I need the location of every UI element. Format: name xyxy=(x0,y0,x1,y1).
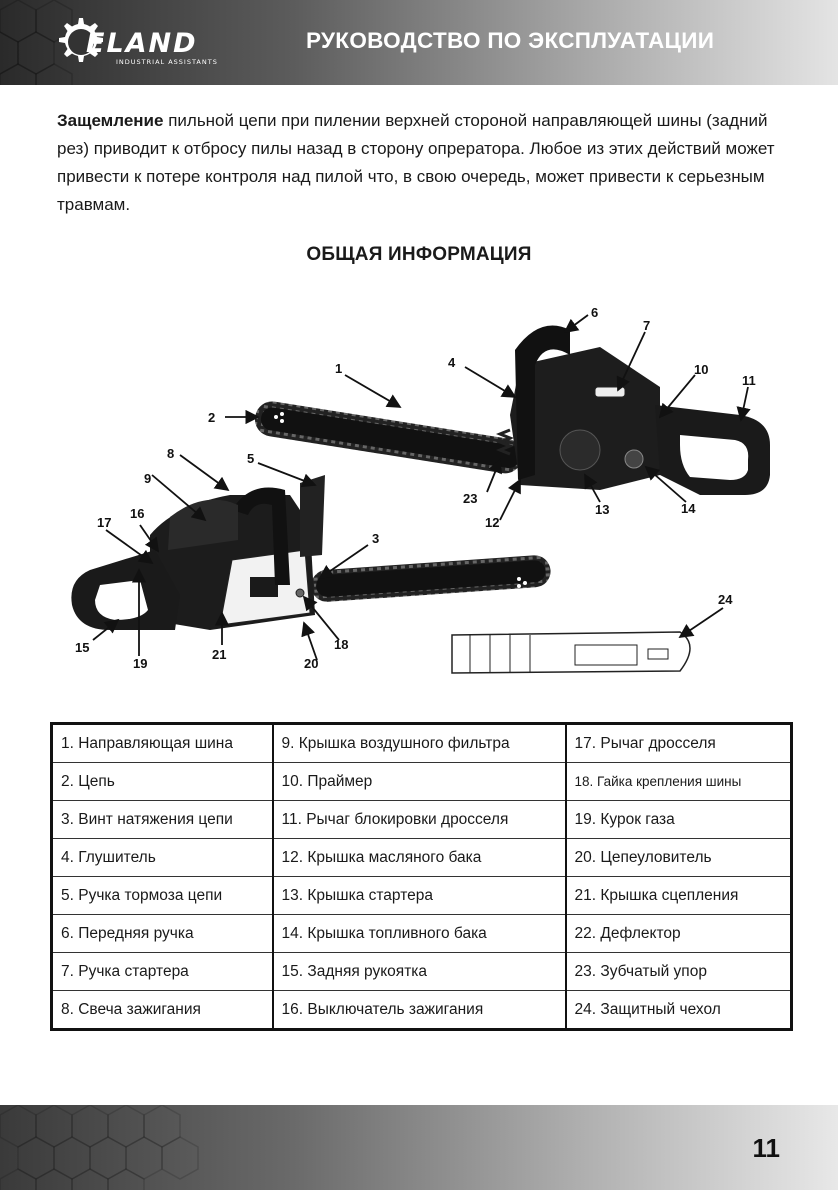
upper-chainsaw xyxy=(253,326,770,496)
callout-21: 21 xyxy=(212,647,227,662)
table-cell: 17. Рычаг дросселя xyxy=(566,724,792,763)
table-cell: 13. Крышка стартера xyxy=(273,877,566,915)
callout-5: 5 xyxy=(247,451,255,466)
callout-16: 16 xyxy=(130,506,145,521)
table-row xyxy=(52,839,792,877)
protective-cover xyxy=(452,632,690,673)
table-cell: 7. Ручка стартера xyxy=(52,953,273,991)
table-cell: 6. Передняя ручка xyxy=(52,915,273,953)
eland-logo xyxy=(50,14,265,72)
table-cell: 22. Дефлектор xyxy=(566,915,792,953)
upper-fuel-cap xyxy=(625,450,643,468)
table-cell: 3. Винт натяжения цепи xyxy=(52,801,273,839)
upper-starter-grip xyxy=(595,387,625,397)
lower-chain-brake xyxy=(300,475,325,557)
callout-17: 17 xyxy=(97,515,112,530)
intro-text: пильной цепи при пилении верхней стороной направляющей шины (задний рез) приводит к отбросу пилы назад в сторону опрератора. Любое из этих действий может привести к потере контроля над пилой что, в свою очередь, может привести к серьезным травмам. xyxy=(57,111,775,214)
callout-18: 18 xyxy=(334,637,349,652)
callout-23: 23 xyxy=(463,491,478,506)
table-cell: 11. Рычаг блокировки дросселя xyxy=(273,801,566,839)
table-cell: 18. Гайка крепления шины xyxy=(566,763,792,801)
table-row xyxy=(52,877,792,915)
callout-11: 11 xyxy=(742,373,756,388)
callout-7: 7 xyxy=(643,318,651,333)
chainsaw-diagram xyxy=(0,295,838,690)
page-header xyxy=(0,0,838,85)
table-cell: 12. Крышка масляного бака xyxy=(273,839,566,877)
table-cell: 5. Ручка тормоза цепи xyxy=(52,877,273,915)
parts-table xyxy=(50,722,793,1031)
callout-19: 19 xyxy=(133,656,148,671)
table-cell: 23. Зубчатый упор xyxy=(566,953,792,991)
callout-20: 20 xyxy=(304,656,319,671)
callout-12: 12 xyxy=(485,515,500,530)
callout-9: 9 xyxy=(144,471,152,486)
callout-6: 6 xyxy=(591,305,599,320)
callout-2: 2 xyxy=(208,410,216,425)
table-cell: 14. Крышка топливного бака xyxy=(273,915,566,953)
callout-14: 14 xyxy=(681,501,696,516)
page-footer xyxy=(0,1105,838,1190)
table-cell: 19. Курок газа xyxy=(566,801,792,839)
hexagon-pattern-footer xyxy=(0,1105,838,1190)
logo-wordmark: ELAND xyxy=(86,28,198,59)
callout-10: 10 xyxy=(694,362,709,377)
table-cell: 10. Праймер xyxy=(273,763,566,801)
section-title: ОБЩАЯ ИНФОРМАЦИЯ xyxy=(306,244,532,265)
upper-starter-cover xyxy=(560,430,600,470)
callout-8: 8 xyxy=(167,446,175,461)
table-row xyxy=(52,915,792,953)
table-cell: 2. Цепь xyxy=(52,763,273,801)
table-cell: 4. Глушитель xyxy=(52,839,273,877)
page-number: 11 xyxy=(752,1133,780,1163)
table-row xyxy=(52,991,792,1030)
header-title: РУКОВОДСТВО ПО ЭКСПЛУАТАЦИИ xyxy=(306,28,715,53)
callout-15: 15 xyxy=(75,640,90,655)
table-row xyxy=(52,763,792,801)
table-row xyxy=(52,801,792,839)
callout-13: 13 xyxy=(595,502,610,517)
table-row xyxy=(52,953,792,991)
table-cell: 8. Свеча зажигания xyxy=(52,991,273,1030)
table-cell: 1. Направляющая шина xyxy=(52,724,273,763)
table-cell: 20. Цепеуловитель xyxy=(566,839,792,877)
callout-24: 24 xyxy=(718,592,733,607)
table-row xyxy=(52,724,792,763)
logo-subtitle: INDUSTRIAL ASSISTANTS xyxy=(116,58,218,66)
callout-4: 4 xyxy=(448,355,456,370)
intro-paragraph xyxy=(57,107,792,219)
callout-3: 3 xyxy=(372,531,380,546)
callout-1: 1 xyxy=(335,361,343,376)
table-cell: 24. Защитный чехол xyxy=(566,991,792,1030)
intro-bold-term: Защемление xyxy=(57,111,164,130)
table-cell: 21. Крышка сцепления xyxy=(566,877,792,915)
table-cell: 15. Задняя рукоятка xyxy=(273,953,566,991)
table-cell: 16. Выключатель зажигания xyxy=(273,991,566,1030)
table-cell: 9. Крышка воздушного фильтра xyxy=(273,724,566,763)
